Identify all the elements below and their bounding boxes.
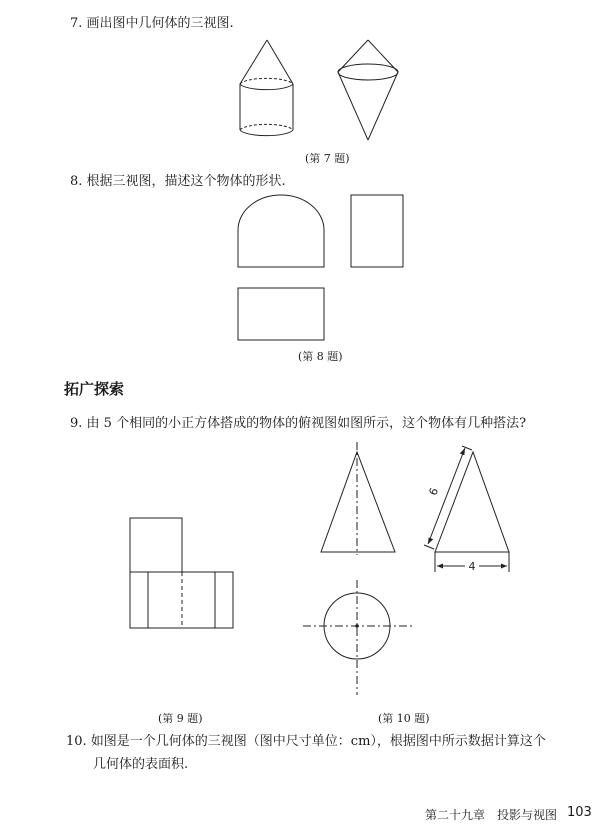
cylinder-bottom-front	[240, 130, 293, 136]
side-view-rect	[351, 195, 403, 267]
slant-dim-arrow-bottom	[428, 538, 433, 545]
section-heading: 拓广探索	[64, 380, 125, 398]
base-dim-arrow-left	[437, 564, 443, 569]
front-view-arch	[238, 195, 324, 267]
double-cone-rim	[338, 64, 398, 80]
q10-text-line2: 几何体的表面积.	[93, 757, 189, 772]
front-view-triangle	[321, 452, 395, 552]
chapter-footer: 第二十九章 投影与视图	[425, 808, 558, 822]
q10-caption: (第 10 题)	[378, 712, 430, 725]
q9-text: 9. 由 5 个相同的小正方体搭成的物体的俯视图如图所示，这个物体有几种搭法?	[70, 416, 527, 431]
page-number: 103	[567, 805, 592, 820]
cylinder-bottom-back	[240, 124, 293, 130]
slant-ext-top	[462, 446, 472, 450]
q8-caption: (第 8 题)	[298, 350, 343, 363]
cone-edge-left	[240, 40, 267, 84]
q7-figure	[230, 40, 430, 150]
q7-caption: (第 7 题)	[305, 152, 350, 165]
q8-figure	[230, 190, 410, 345]
top-square	[130, 518, 182, 572]
q9-caption: (第 9 题)	[158, 712, 203, 725]
lower-cone-left	[338, 72, 368, 140]
upper-cone-left	[338, 40, 368, 72]
q10-figure	[295, 440, 530, 700]
base-dim-arrow-right	[501, 564, 507, 569]
q8-text: 8. 根据三视图，描述这个物体的形状.	[70, 174, 286, 189]
slant-dimension-label: 6	[426, 486, 442, 498]
upper-cone-right	[368, 40, 398, 72]
top-view-rect	[238, 288, 324, 340]
q7-text: 7. 画出图中几何体的三视图.	[70, 16, 234, 31]
cone-edge-right	[267, 40, 293, 84]
q10-text-line1: 10. 如图是一个几何体的三视图（图中尺寸单位：cm），根据图中所示数据计算这个	[66, 734, 546, 749]
lower-cone-right	[368, 72, 398, 140]
cylinder-top-front	[240, 84, 293, 90]
base-dimension-label: 4	[468, 560, 476, 573]
side-view-triangle	[435, 452, 509, 552]
q9-figure	[125, 515, 240, 635]
cylinder-top-back	[240, 78, 293, 84]
slant-dim-arrow-top	[460, 448, 465, 455]
slant-ext-bottom	[424, 545, 434, 549]
top-view-center	[355, 624, 359, 628]
